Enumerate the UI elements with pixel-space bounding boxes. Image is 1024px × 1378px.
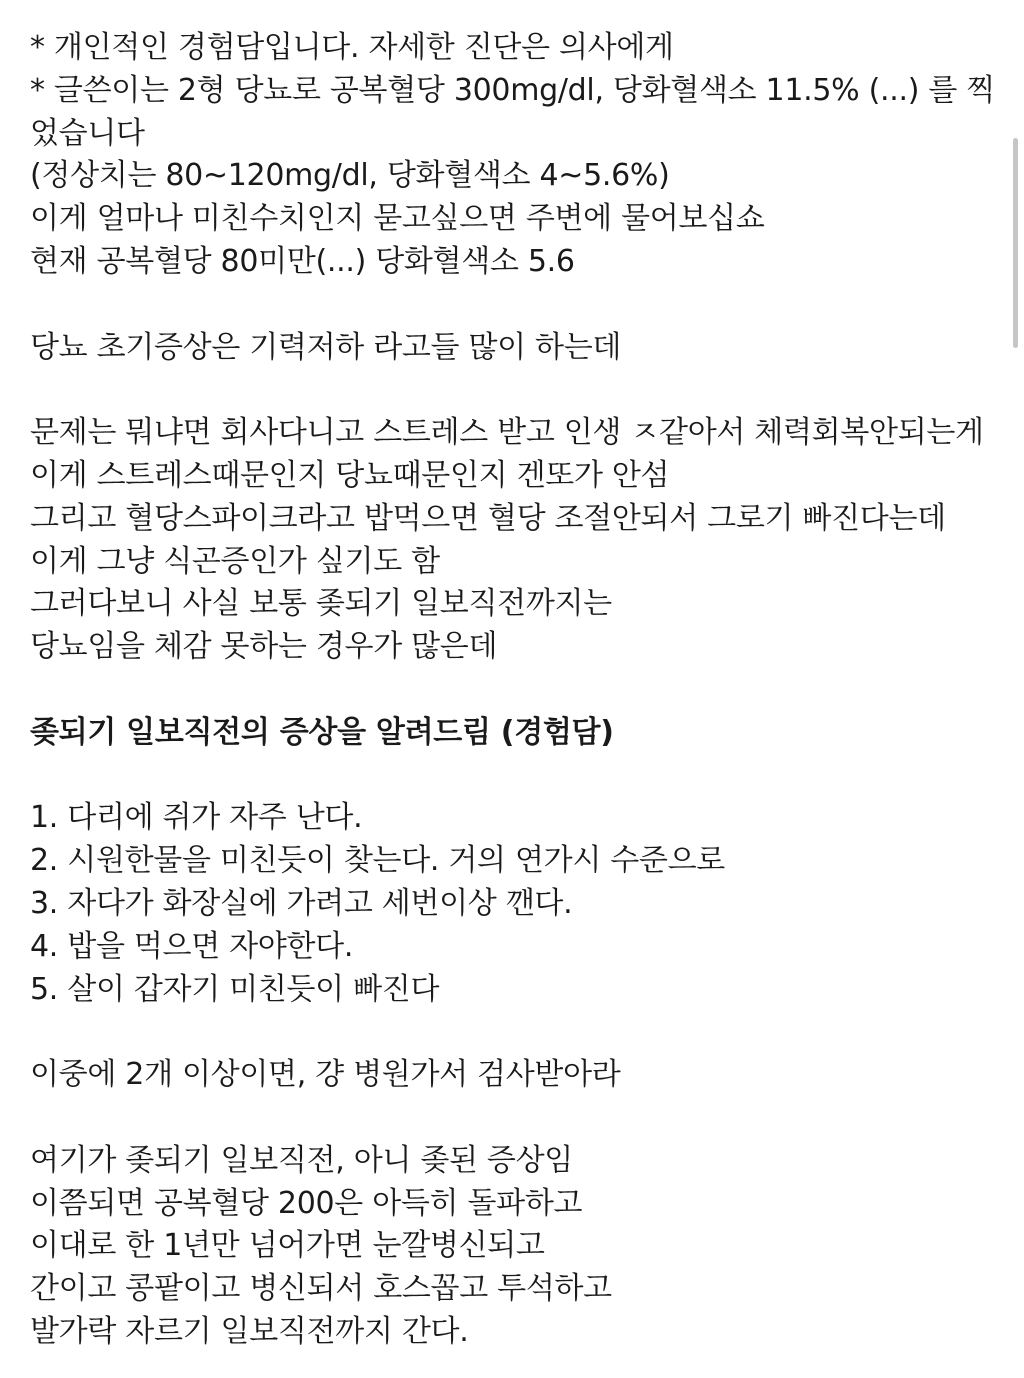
scrollbar-thumb[interactable] bbox=[1013, 138, 1018, 348]
problem-line-4: 이게 그냥 식곤증인가 싶기도 함 bbox=[30, 543, 440, 579]
post-body bbox=[30, 27, 1005, 1354]
section-heading: 좆되기 일보직전의 증상을 알려드림 (경험담) bbox=[30, 714, 614, 750]
symptom-item-1: 1. 다리에 쥐가 자주 난다. bbox=[30, 800, 363, 836]
paragraph-gap bbox=[30, 1097, 1005, 1140]
conclusion-line-3: 이대로 한 1년만 넘어가면 눈깔병신되고 bbox=[30, 1228, 545, 1264]
conclusion-line-4: 간이고 콩팥이고 병신되서 호스꼽고 투석하고 bbox=[30, 1271, 612, 1307]
intro-line-5: 현재 공복혈당 80미만(...) 당화혈색소 5.6 bbox=[30, 243, 575, 279]
symptom-item-5: 5. 살이 갑자기 미친듯이 빠진다 bbox=[30, 971, 440, 1007]
conclusion-line-5: 발가락 자르기 일보직전까지 간다. bbox=[30, 1313, 469, 1349]
paragraph-gap bbox=[30, 369, 1005, 412]
intro-line-3: (정상치는 80~120mg/dl, 당화혈색소 4~5.6%) bbox=[30, 158, 670, 194]
paragraph-gap bbox=[30, 1011, 1005, 1054]
problem-line-1: 문제는 뭐냐면 회사다니고 스트레스 받고 인생 ㅈ같아서 체력회복안되는게 bbox=[30, 415, 984, 451]
symptom-item-4: 4. 밥을 먹으면 자야한다. bbox=[30, 928, 354, 964]
intro-line-1: * 개인적인 경험담입니다. 자세한 진단은 의사에게 bbox=[30, 30, 674, 65]
intro-line-2: * 글쓴이는 2형 당뇨로 공복혈당 300mg/dl, 당화혈색소 11.5% (...) 를 찍었습니다 bbox=[30, 72, 995, 151]
advice-text: 이중에 2개 이상이면, 걍 병원가서 검사받아라 bbox=[30, 1057, 621, 1093]
conclusion-line-1: 여기가 좆되기 일보직전, 아니 좆된 증상임 bbox=[30, 1142, 573, 1178]
paragraph-gap bbox=[30, 284, 1005, 327]
intro-line-4: 이게 얼마나 미친수치인지 묻고싶으면 주변에 물어보십쇼 bbox=[30, 201, 765, 237]
conclusion-line-2: 이쯤되면 공복혈당 200은 아득히 돌파하고 bbox=[30, 1185, 583, 1221]
symptom-item-3: 3. 자다가 화장실에 가려고 세번이상 깬다. bbox=[30, 885, 573, 921]
problem-line-6: 당뇨임을 체감 못하는 경우가 많은데 bbox=[30, 629, 498, 665]
problem-line-5: 그러다보니 사실 보통 좆되기 일보직전까지는 bbox=[30, 586, 612, 622]
problem-line-3: 그리고 혈당스파이크라고 밥먹으면 혈당 조절안되서 그로기 빠진다는데 bbox=[30, 500, 946, 536]
paragraph-gap bbox=[30, 755, 1005, 798]
symptom-item-2: 2. 시원한물을 미친듯이 찾는다. 거의 연가시 수준으로 bbox=[30, 843, 725, 879]
paragraph-gap bbox=[30, 669, 1005, 712]
early-symptom-text: 당뇨 초기증상은 기력저하 라고들 많이 하는데 bbox=[30, 329, 622, 365]
problem-line-2: 이게 스트레스때문인지 당뇨때문인지 겐또가 안섬 bbox=[30, 457, 670, 493]
